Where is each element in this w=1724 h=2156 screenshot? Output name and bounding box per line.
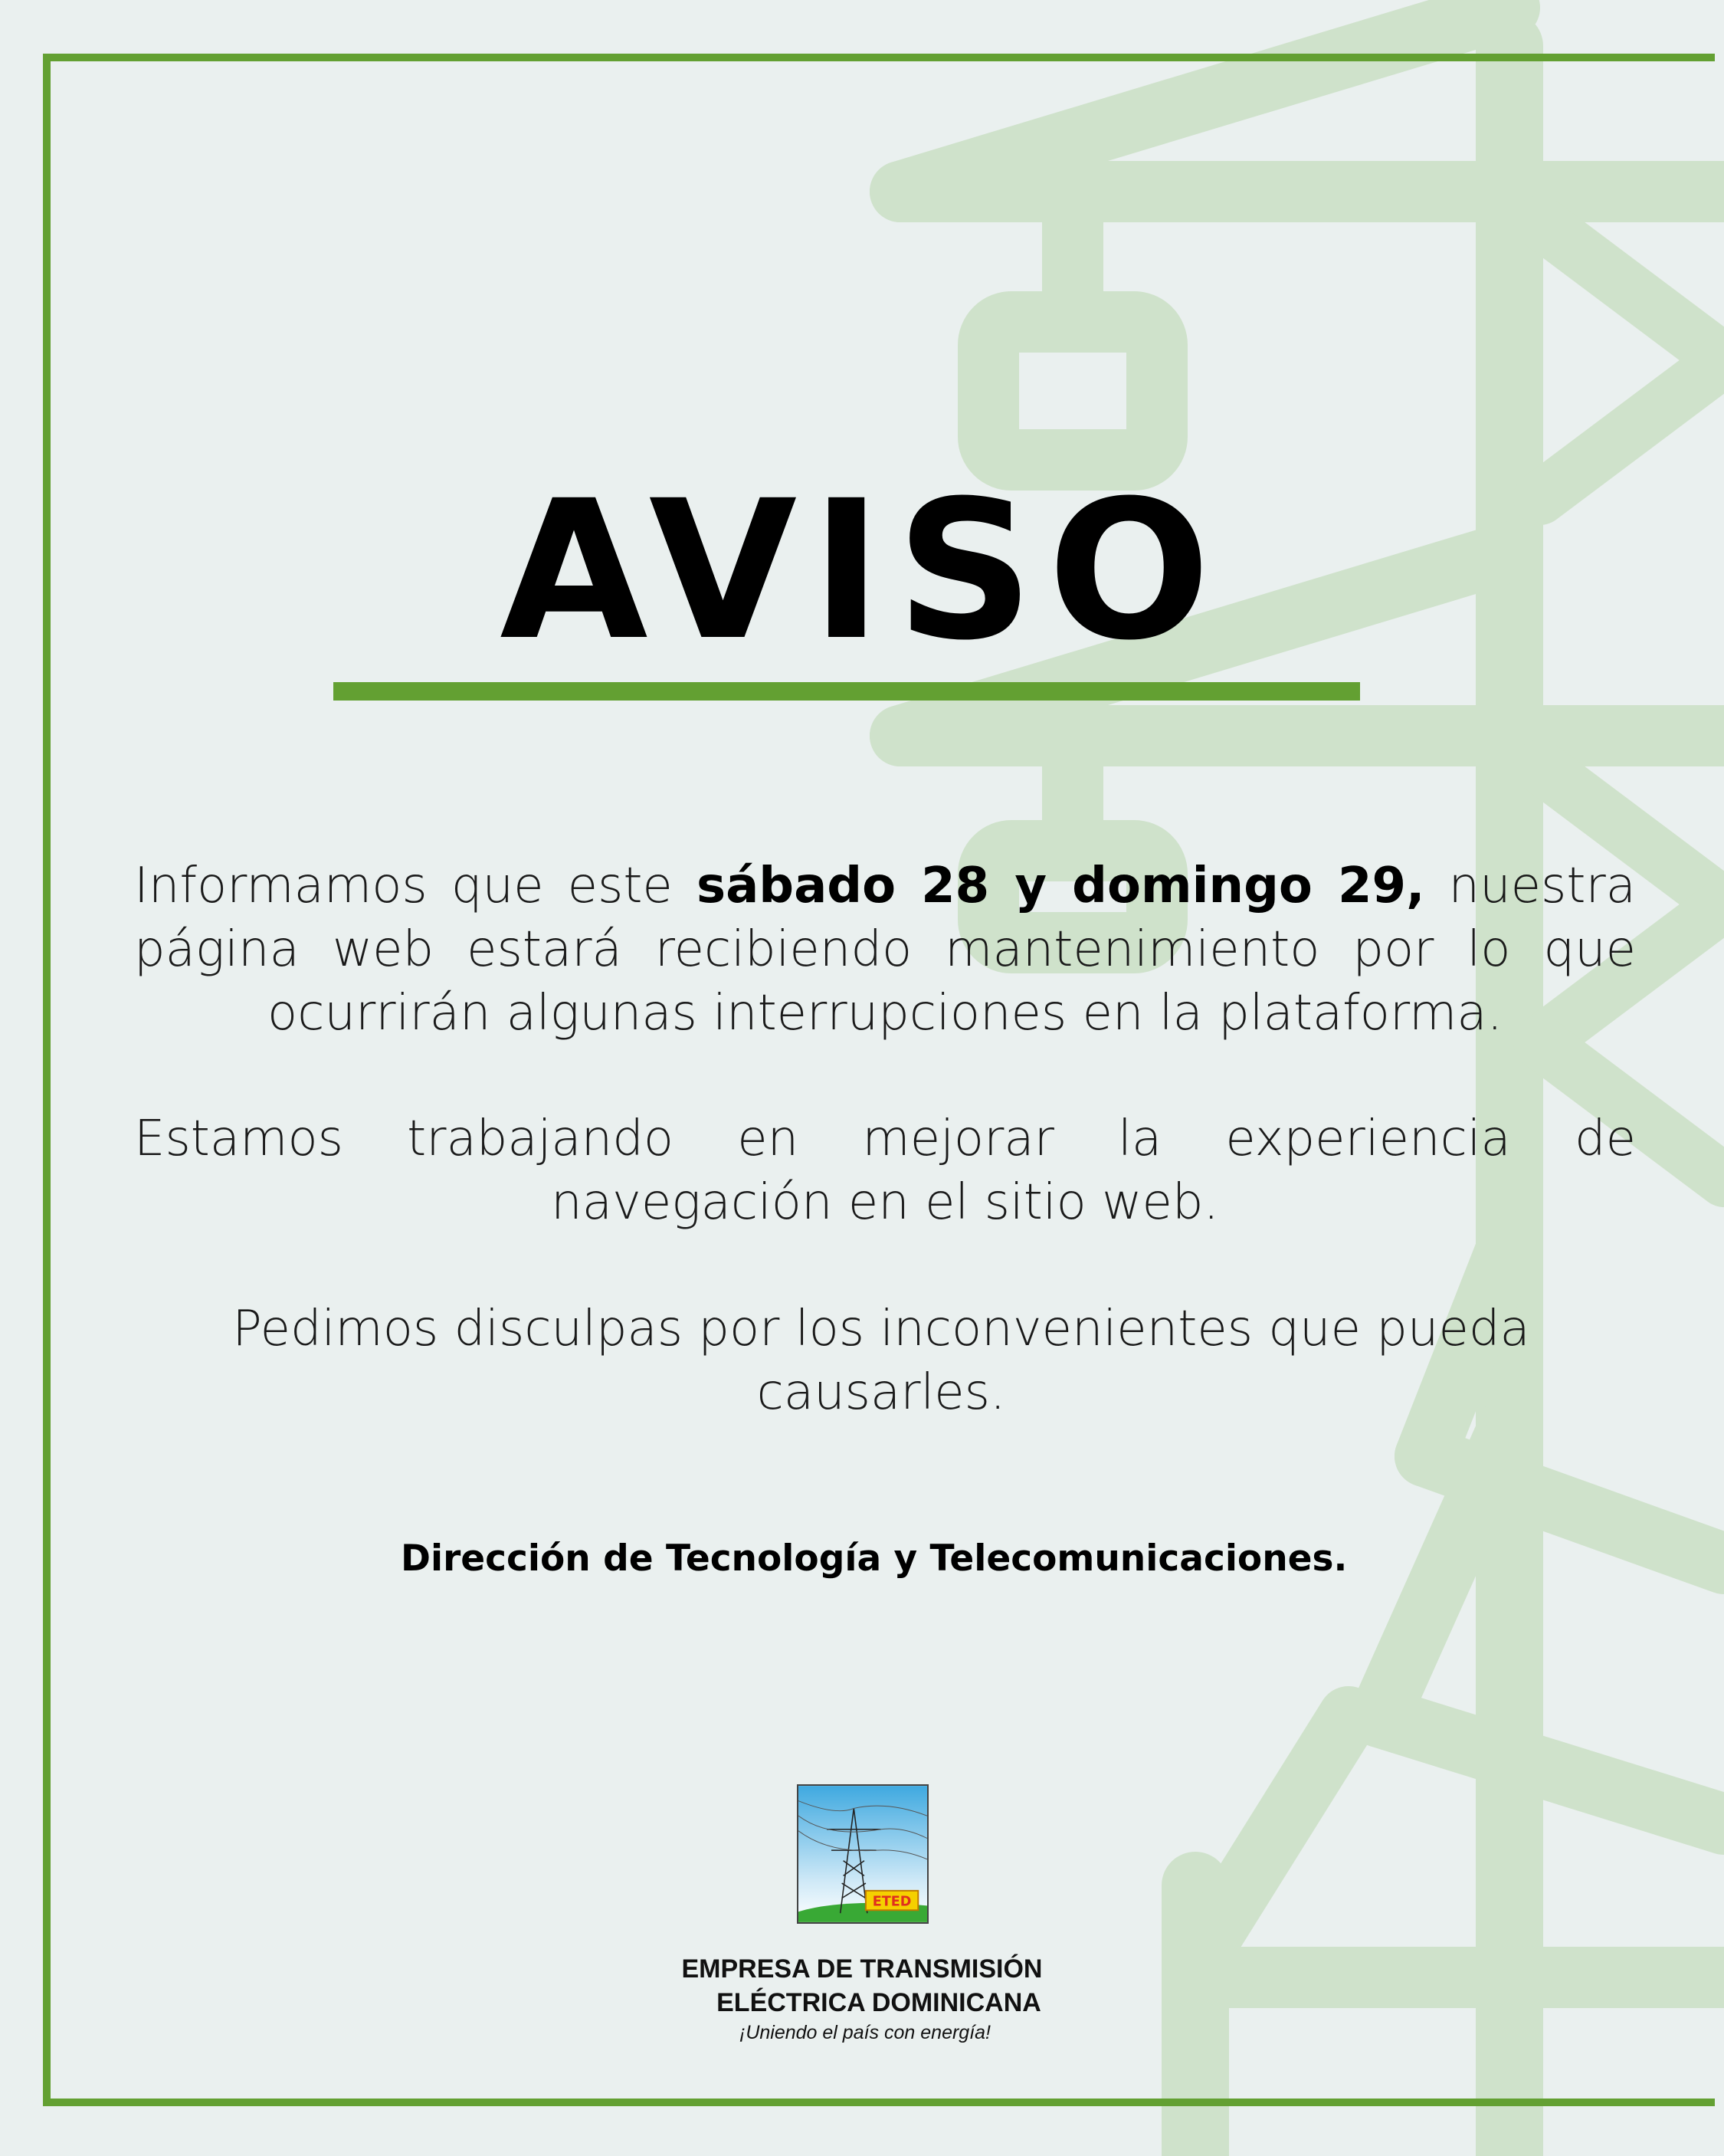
eted-tower-logo-icon [798,1786,927,1922]
paragraph-rest: nuestra página web estará recibiendo mantenimiento por lo que ocurrirán algunas interrupciones en la plataforma. [134,858,1637,1042]
title-underline [333,682,1360,701]
paragraph-intro: Informamos que este [134,858,696,914]
improvement-paragraph: Estamos trabajando en mejorar la experiencia de navegación en el sitio web. [134,1111,1636,1231]
eted-logo [797,1784,929,1924]
eted-logo-text: ETED [872,1894,912,1910]
notice-title: AVISO [500,459,1224,682]
department-signature: Dirección de Tecnología y Telecomunicaciones. [401,1537,1348,1580]
company-name-line1: EMPRESA DE TRANSMISIÓN [681,1954,1043,1984]
company-name-line2: ELÉCTRICA DOMINICANA [716,1988,1041,2017]
company-slogan: ¡Uniendo el país con energía! [739,2022,991,2043]
maintenance-dates: sábado 28 y domingo 29, [696,858,1425,914]
maintenance-paragraph [134,855,1636,1045]
apology-paragraph: Pedimos disculpas por los inconvenientes que pueda causarles. [232,1301,1530,1421]
